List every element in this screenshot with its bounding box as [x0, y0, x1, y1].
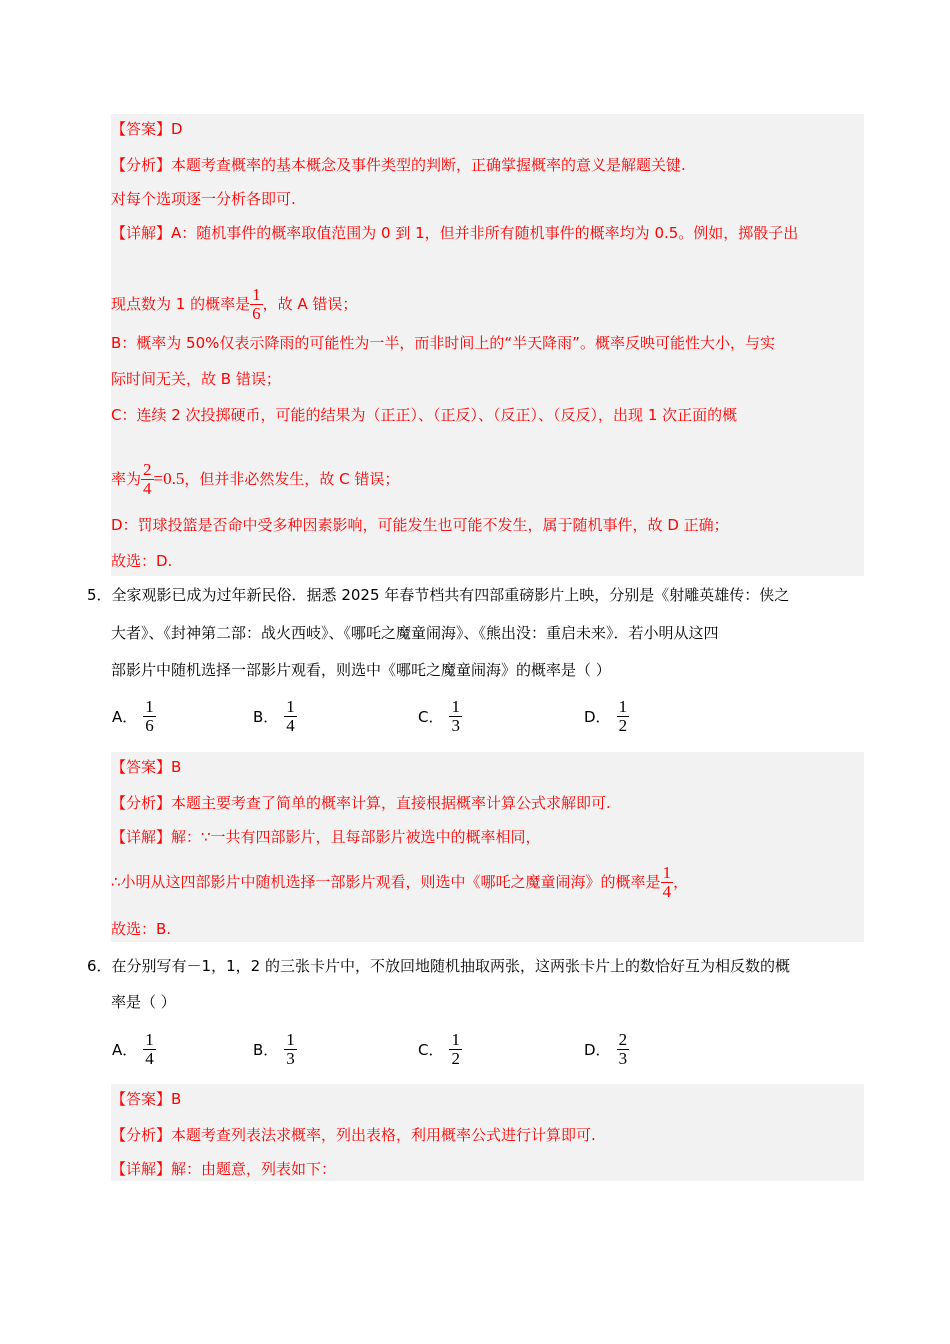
fraction-denominator: 3 [286, 1049, 295, 1068]
question-number: 6． [87, 957, 112, 975]
option-letter: A． [112, 1041, 138, 1059]
fraction-numerator: 2 [618, 1030, 628, 1049]
fraction-numerator: 1 [145, 1030, 154, 1049]
question-text: 部影片中随机选择一部影片观看，则选中《哪吒之魔童闹海》的概率是（ ） [111, 661, 611, 679]
detail-tag: 【详解】 [111, 224, 172, 242]
option-a[interactable] [112, 1031, 156, 1068]
analysis-line-2 [111, 189, 296, 209]
answer-line [111, 1089, 181, 1109]
fraction-numerator: 1 [451, 697, 460, 716]
option-letter: D． [584, 1041, 611, 1059]
option-b[interactable] [253, 1031, 297, 1068]
option-fraction [449, 698, 462, 735]
detail-tag: 【详解】 [111, 1160, 172, 1178]
detail-line-4 [111, 369, 281, 389]
fraction [141, 461, 154, 498]
question-text: 在分别写有－1，1，2 的三张卡片中，不放回地随机抽取两张，这两张卡片上的数恰好互为相反数的概 [111, 957, 790, 975]
question-6-line-1 [87, 956, 790, 976]
fraction-numerator: 1 [145, 697, 154, 716]
option-c[interactable] [418, 1031, 462, 1068]
option-letter: B． [253, 1041, 279, 1059]
option-fraction [449, 1031, 462, 1068]
option-fraction [143, 698, 156, 735]
fraction-numerator: 1 [662, 863, 672, 882]
option-b[interactable] [253, 698, 297, 735]
fraction-numerator: 2 [143, 460, 152, 479]
detail-text-c: C：连续 2 次投掷硬币，可能的结果为（正正）、（正反）、（反正）、（反反），出现 1 次正面的概 [111, 406, 738, 424]
analysis-tag: 【分析】 [111, 794, 172, 812]
fraction-numerator: 1 [252, 285, 261, 304]
detail-line-1 [111, 827, 541, 847]
detail-text-c2-post: ，但并非必然发生，故 C 错误； [184, 470, 400, 488]
detail-text-a2-post: ，故 A 错误； [262, 295, 358, 313]
question-6-line-2 [111, 992, 176, 1012]
equation-value: =0.5 [153, 469, 185, 488]
fraction-denominator: 2 [451, 1049, 460, 1068]
option-d[interactable] [584, 698, 629, 735]
detail-line-2 [111, 860, 688, 904]
fraction-numerator: 1 [451, 1030, 460, 1049]
fraction-denominator: 2 [618, 716, 628, 735]
fraction [661, 864, 674, 901]
answer-tag: 【答案】 [111, 758, 172, 776]
analysis-line [111, 155, 686, 175]
fraction-numerator: 1 [618, 697, 628, 716]
option-a[interactable] [112, 698, 156, 735]
detail-text-d: D：罚球投篮是否命中受多种因素影响，可能发生也可能不发生，属于随机事件，故 D 正确； [111, 516, 729, 534]
analysis-line [111, 793, 611, 813]
choose-line [111, 551, 172, 571]
fraction-denominator: 6 [145, 716, 154, 735]
detail-text-a2-pre: 现点数为 1 的概率是 [111, 295, 251, 313]
option-fraction [284, 698, 297, 735]
detail-text-pre: ∴小明从这四部影片中随机选择一部影片观看，则选中《哪吒之魔童闹海》的概率是 [111, 873, 661, 891]
option-letter: A． [112, 708, 138, 726]
answer-value: B [171, 1090, 182, 1108]
detail-line-7 [111, 515, 729, 535]
detail-text-a: A：随机事件的概率取值范围为 0 到 1，但并非所有随机事件的概率均为 0.5。例如，掷骰子出 [171, 224, 799, 242]
solution-block-q6 [111, 1084, 864, 1181]
analysis-text-2: 对每个选项逐一分析各即可. [111, 190, 296, 208]
detail-line-6 [111, 457, 399, 501]
question-text: 大者》、《封神第二部：战火西岐》、《哪吒之魔童闹海》、《熊出没：重启未来》．若小明从这四 [111, 624, 719, 642]
answer-tag: 【答案】 [111, 1090, 172, 1108]
question-5-line-1 [87, 585, 789, 605]
option-letter: C． [418, 1041, 444, 1059]
question-5-line-2 [111, 623, 719, 643]
analysis-tag: 【分析】 [111, 156, 172, 174]
analysis-text: 本题考查概率的基本概念及事件类型的判断，正确掌握概率的意义是解题关键. [171, 156, 686, 174]
option-letter: B． [253, 708, 279, 726]
detail-text-post: ， [673, 873, 689, 891]
detail-text-b2: 际时间无关，故 B 错误； [111, 370, 281, 388]
fraction-denominator: 4 [286, 716, 295, 735]
solution-block-q5 [111, 752, 864, 942]
analysis-text: 本题主要考查了简单的概率计算，直接根据概率计算公式求解即可. [171, 794, 611, 812]
question-text: 率是（ ） [111, 993, 176, 1011]
option-letter: C． [418, 708, 444, 726]
option-c[interactable] [418, 698, 462, 735]
option-fraction [617, 698, 630, 735]
fraction-denominator: 6 [252, 304, 261, 323]
fraction-denominator: 3 [618, 1049, 628, 1068]
option-fraction [143, 1031, 156, 1068]
detail-text: 解：由题意，列表如下： [171, 1160, 337, 1178]
answer-line [111, 757, 181, 777]
fraction-denominator: 4 [143, 479, 152, 498]
analysis-line [111, 1125, 596, 1145]
question-5-line-3 [111, 660, 611, 680]
answer-tag: 【答案】 [111, 120, 172, 138]
question-text: 全家观影已成为过年新民俗．据悉 2025 年春节档共有四部重磅影片上映，分别是《射雕英雄传：侠之 [111, 586, 790, 604]
question-number: 5． [87, 586, 112, 604]
option-fraction [617, 1031, 630, 1068]
fraction-denominator: 4 [145, 1049, 154, 1068]
detail-text-c2-pre: 率为 [111, 470, 142, 488]
fraction-numerator: 1 [286, 697, 295, 716]
option-letter: D． [584, 708, 611, 726]
answer-line [111, 119, 183, 139]
detail-line-1 [111, 223, 798, 243]
detail-line-1 [111, 1159, 336, 1179]
option-d[interactable] [584, 1031, 629, 1068]
detail-line-3 [111, 333, 775, 353]
analysis-text: 本题考查列表法求概率，列出表格，利用概率公式进行计算即可. [171, 1126, 596, 1144]
answer-value: D [171, 120, 183, 138]
fraction [250, 286, 263, 323]
detail-tag: 【详解】 [111, 828, 172, 846]
option-fraction [284, 1031, 297, 1068]
detail-line-5 [111, 405, 737, 425]
choose-line [111, 919, 171, 939]
answer-value: B [171, 758, 182, 776]
choose-text: 故选：B. [111, 920, 172, 938]
detail-line-2 [111, 282, 357, 326]
fraction-numerator: 1 [286, 1030, 295, 1049]
solution-block-q4 [111, 114, 864, 576]
analysis-tag: 【分析】 [111, 1126, 172, 1144]
choose-text: 故选：D. [111, 552, 173, 570]
fraction-denominator: 4 [662, 882, 672, 901]
fraction-denominator: 3 [451, 716, 460, 735]
detail-text-b: B：概率为 50%仅表示降雨的可能性为一半，而非时间上的“半天降雨”。概率反映可能性大小，与实 [111, 334, 775, 352]
detail-text: 解：∵一共有四部影片，且每部影片被选中的概率相同， [171, 828, 541, 846]
